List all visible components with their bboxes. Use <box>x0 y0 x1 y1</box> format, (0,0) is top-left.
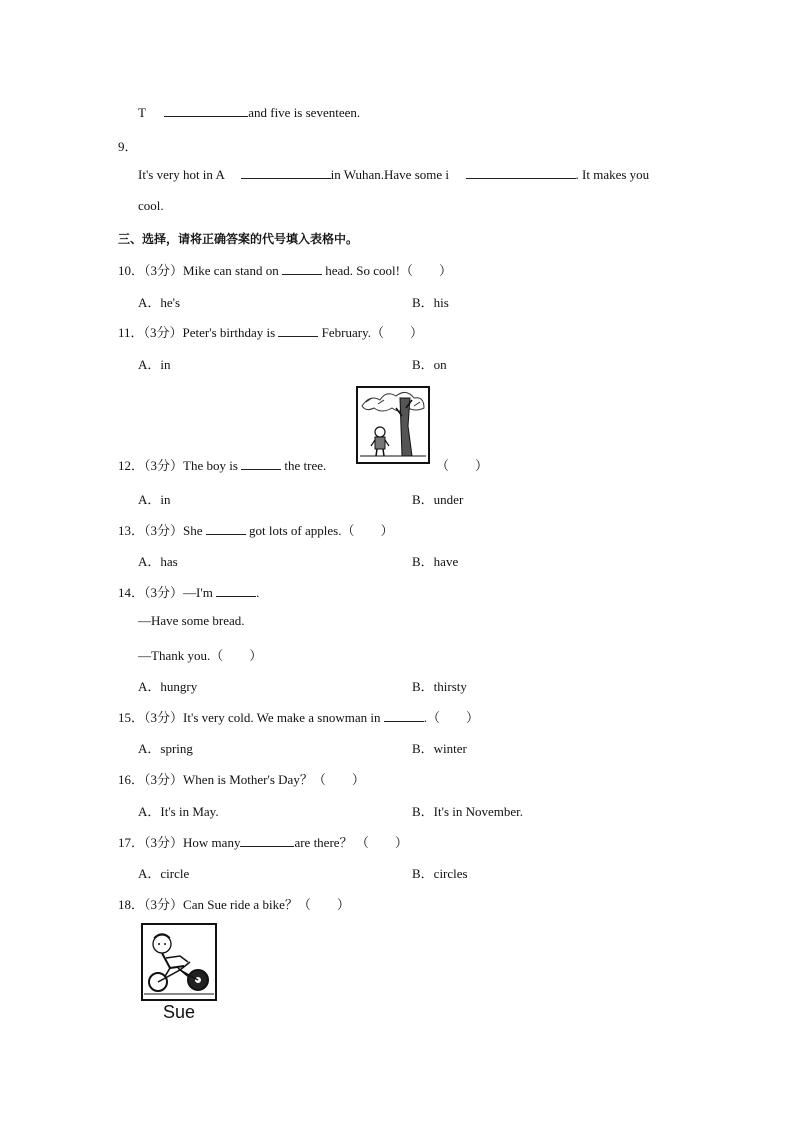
q9-blank-1[interactable] <box>241 166 331 179</box>
question-12 <box>118 455 326 474</box>
question-text: Can Sue ride a bike？ <box>183 897 298 912</box>
question-number: 15． <box>118 710 145 725</box>
q9-part2: in Wuhan.Have some i <box>330 167 450 182</box>
answer-paren[interactable]: （ ） <box>399 263 452 278</box>
question-score: （3分） <box>144 585 184 600</box>
question-text-after: . <box>423 710 427 725</box>
option-a[interactable]: A．spring <box>138 741 193 756</box>
answer-blank[interactable] <box>278 324 318 337</box>
question-number: 11． <box>118 325 144 340</box>
question-number: 10． <box>118 263 145 278</box>
option-a[interactable]: A．has <box>138 554 178 569</box>
q9-part3: . It makes you <box>575 167 650 182</box>
answer-paren[interactable]: （ ） <box>355 835 408 850</box>
answer-blank[interactable] <box>282 262 322 275</box>
answer-blank[interactable] <box>240 834 294 847</box>
q9-line1 <box>138 166 649 183</box>
question-text: —I'm <box>183 585 213 600</box>
q8-line <box>138 104 360 121</box>
option-a[interactable]: A．in <box>138 357 171 372</box>
option-a[interactable]: A．hungry <box>138 679 198 694</box>
q9-part1: It's very hot in A <box>138 167 225 182</box>
option-a[interactable]: A．circle <box>138 866 190 881</box>
question-number: 17． <box>118 835 145 850</box>
option-b[interactable]: B．circles <box>412 866 468 881</box>
question-text-after: the tree. <box>284 458 327 473</box>
answer-blank[interactable] <box>216 584 256 597</box>
question-score: （3分） <box>143 325 183 340</box>
option-b[interactable]: B．thirsty <box>412 679 467 694</box>
question-number: 12． <box>118 458 145 473</box>
question-text-after: . <box>256 585 260 600</box>
answer-paren[interactable]: （ ） <box>371 325 424 340</box>
option-b[interactable]: B．under <box>412 492 464 507</box>
question-13 <box>118 520 393 539</box>
question-text: When is Mother's Day？ <box>183 772 313 787</box>
answer-blank[interactable] <box>384 709 424 722</box>
q9-blank-2[interactable] <box>466 166 576 179</box>
answer-paren[interactable]: （ ） <box>210 648 263 663</box>
question-score: （3分） <box>144 523 184 538</box>
question-text: Mike can stand on <box>183 263 279 278</box>
section-3-title: 三、选择，请将正确答案的代号填入表格中。 <box>118 232 359 246</box>
question-18 <box>118 894 350 913</box>
answer-blank[interactable] <box>241 457 281 470</box>
answer-paren[interactable]: （ ） <box>341 523 394 538</box>
q8-suffix: and five is seventeen. <box>248 105 361 120</box>
question-score: （3分） <box>144 772 184 787</box>
question-15 <box>118 707 479 726</box>
option-b[interactable]: B．on <box>412 357 447 372</box>
option-a[interactable]: A．in <box>138 492 171 507</box>
q8-prefix: T <box>138 105 146 120</box>
answer-paren[interactable]: （ ） <box>426 710 479 725</box>
sue-label: Sue <box>162 1002 196 1022</box>
option-b[interactable]: B．winter <box>412 741 467 756</box>
option-b[interactable]: B．have <box>412 554 459 569</box>
question-text: How many <box>183 835 241 850</box>
dialogue-line-3 <box>138 645 262 664</box>
question-score: （3分） <box>144 458 184 473</box>
question-score: （3分） <box>144 263 184 278</box>
question-text: The boy is <box>183 458 238 473</box>
question-number: 13． <box>118 523 145 538</box>
option-b[interactable]: B．It's in November. <box>412 804 524 819</box>
question-text-after: got lots of apples. <box>249 523 342 538</box>
question-text-after: are there？ <box>294 835 353 850</box>
question-number: 14． <box>118 585 145 600</box>
sue-bike-image <box>140 922 218 1022</box>
question-text: It's very cold. We make a snowman in <box>183 710 381 725</box>
answer-paren[interactable]: （ ） <box>297 897 350 912</box>
question-score: （3分） <box>144 897 184 912</box>
question-14 <box>118 582 259 601</box>
answer-blank[interactable] <box>206 522 246 535</box>
question-10 <box>118 260 452 279</box>
answer-paren[interactable]: （ ） <box>436 458 489 473</box>
q9-part4: cool. <box>138 198 164 213</box>
question-number: 16． <box>118 772 145 787</box>
dialogue-text: —Thank you. <box>138 648 211 663</box>
question-text-after: February. <box>321 325 371 340</box>
question-17 <box>118 832 408 851</box>
q9-number: 9． <box>118 139 138 154</box>
boy-under-tree-image <box>356 386 430 464</box>
option-b[interactable]: B．his <box>412 295 449 310</box>
question-score: （3分） <box>144 710 184 725</box>
question-text: Peter's birthday is <box>182 325 276 340</box>
question-16 <box>118 769 365 788</box>
question-text: She <box>183 523 203 538</box>
q8-blank[interactable] <box>164 104 248 117</box>
option-a[interactable]: A．It's in May. <box>138 804 219 819</box>
dialogue-line-2: —Have some bread. <box>138 613 245 628</box>
question-number: 18． <box>118 897 145 912</box>
question-score: （3分） <box>144 835 184 850</box>
option-a[interactable]: A．he's <box>138 295 181 310</box>
question-11 <box>118 322 423 341</box>
question-text-after: head. So cool! <box>325 263 400 278</box>
answer-paren[interactable]: （ ） <box>312 772 365 787</box>
